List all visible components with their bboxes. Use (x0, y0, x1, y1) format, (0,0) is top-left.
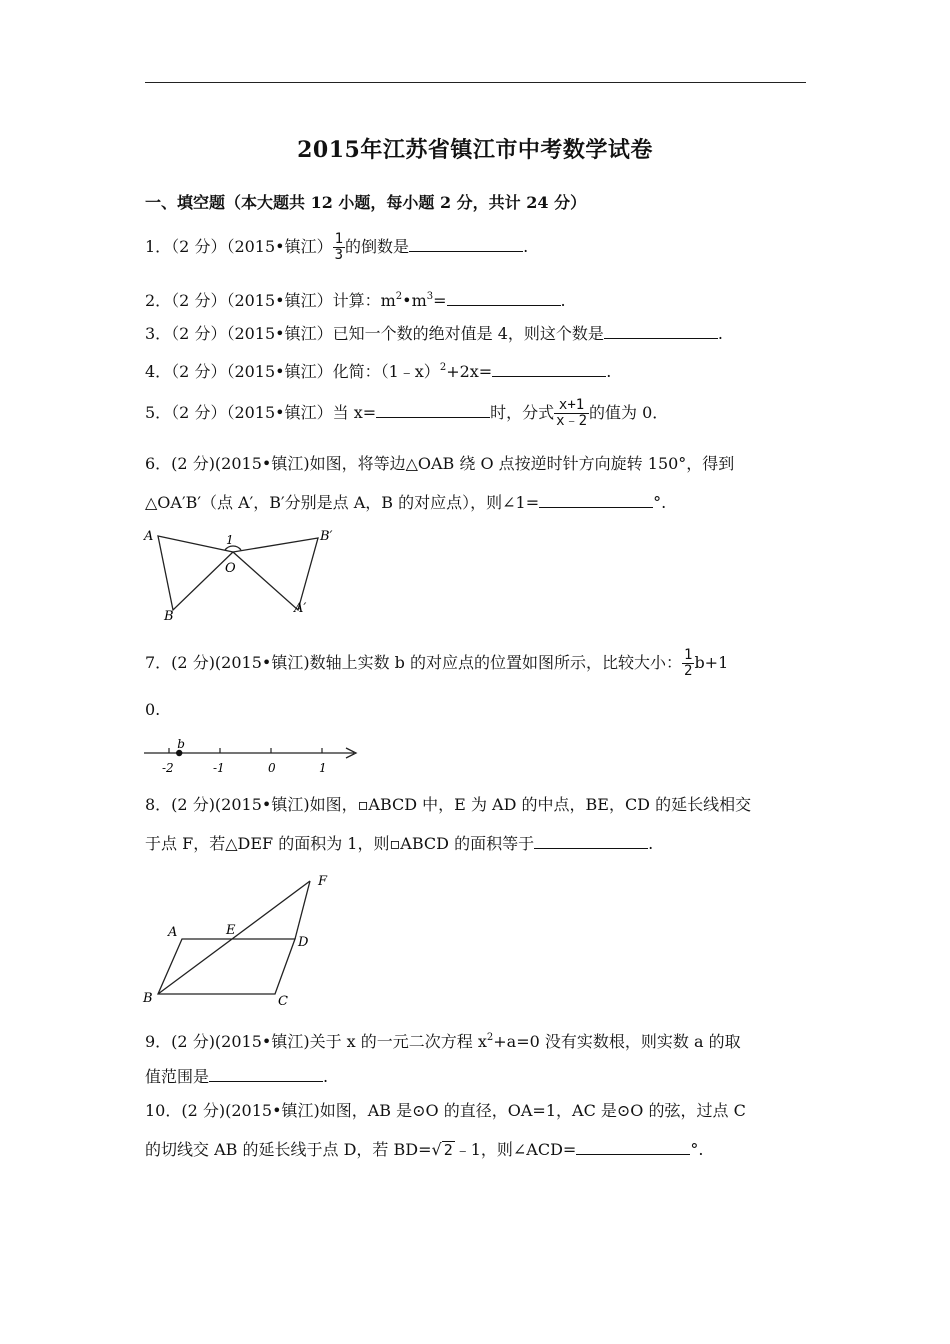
question-7-line-2: 0. (145, 700, 161, 719)
tick-label: -1 (213, 761, 225, 775)
question-1: 1．（2 分）（2015•镇江） $\frac{1}{3}$ 的倒数是 . (145, 231, 529, 263)
question-4: 4．（2 分）（2015•镇江）化简：（1﹣x）$^2$+2x= . (145, 362, 612, 381)
question-5: 5．（2 分）（2015•镇江）当 x= 时，分式 $\frac{x+1}{x﹣2}$ 的值为 0． (145, 397, 669, 429)
tick-label: 1 (319, 761, 327, 775)
fraction: $\frac{1}{2}$ (684, 647, 693, 679)
label-a: A (168, 925, 178, 940)
label-b-prime: B′ (320, 529, 333, 544)
answer-blank[interactable] (534, 833, 648, 849)
label-d: D (298, 935, 309, 950)
question-10-line-2: 的切线交 AB 的延长线于点 D，若 BD=√ 2 ﹣1，则∠ACD= °. (145, 1140, 704, 1159)
section-heading: 一、填空题（本大题共 12 小题，每小题 2 分，共计 24 分） (145, 193, 587, 212)
question-8-line-1: 8．(2 分)(2015•镇江)如图，▫ABCD 中，E 为 AD 的中点，BE，CD 的延长线相交 (145, 795, 752, 814)
parallelogram-abcd (158, 939, 295, 994)
figure-rotated-triangles (140, 524, 350, 624)
fraction: $\frac{x+1}{x﹣2}$ (556, 397, 587, 429)
question-6-line-1: 6．(2 分)(2015•镇江)如图，将等边△OAB 绕 O 点按逆时针方向旋转 150°，得到 (145, 454, 735, 473)
answer-blank[interactable] (492, 361, 606, 377)
question-9-line-2: 值范围是 . (145, 1067, 329, 1086)
label-f: F (318, 874, 328, 889)
triangle-oab (158, 536, 233, 610)
ticks (162, 748, 327, 775)
tick-label: -2 (162, 761, 174, 775)
label-o: O (225, 561, 236, 576)
answer-blank[interactable] (539, 492, 653, 508)
answer-blank[interactable] (604, 323, 718, 339)
label-e: E (226, 923, 236, 938)
question-7-line-1: 7．(2 分)(2015•镇江)数轴上实数 b 的对应点的位置如图所示，比较大小： $\frac{1}{2}$ b+1 (145, 647, 729, 679)
label-b: B (143, 991, 153, 1006)
figure-number-line (140, 736, 370, 778)
label-angle-1: 1 (226, 533, 234, 547)
label-b: b (177, 737, 185, 751)
answer-blank[interactable] (576, 1139, 690, 1155)
answer-blank[interactable] (209, 1066, 323, 1082)
tick-label: 0 (268, 761, 276, 775)
question-3: 3．（2 分）（2015•镇江）已知一个数的绝对值是 4，则这个数是 . (145, 324, 723, 343)
question-6-line-2: △OA′B′（点 A′，B′分别是点 A，B 的对应点），则∠1= °. (145, 493, 667, 512)
figure-parallelogram (138, 868, 348, 1010)
question-10-line-1: 10．(2 分)(2015•镇江)如图，AB 是⊙O 的直径，OA=1，AC 是⊙O 的弦，过点 C (145, 1101, 746, 1120)
label-b: B (164, 609, 174, 624)
question-8-line-2: 于点 F，若△DEF 的面积为 1，则▫ABCD 的面积等于 . (145, 834, 654, 853)
label-a-prime: A′ (294, 601, 307, 616)
triangle-oab-prime (233, 538, 318, 610)
fraction: $\frac{1}{3}$ (334, 231, 344, 263)
header-rule (145, 82, 806, 83)
question-9-line-1: 9．(2 分)(2015•镇江)关于 x 的一元二次方程 $x^2+a=0$ 没有实数根，则实数 a 的取 (145, 1032, 741, 1051)
label-a: A (144, 529, 154, 544)
label-c: C (278, 994, 288, 1009)
answer-blank[interactable] (409, 236, 523, 252)
answer-blank[interactable] (447, 290, 561, 306)
sqrt-symbol: √ (431, 1140, 442, 1159)
answer-blank[interactable] (376, 402, 490, 418)
question-2: 2．（2 分）（2015•镇江）计算：$m^2•m^3=$ . (145, 291, 566, 310)
page-title: 2015年江苏省镇江市中考数学试卷 (297, 137, 653, 163)
